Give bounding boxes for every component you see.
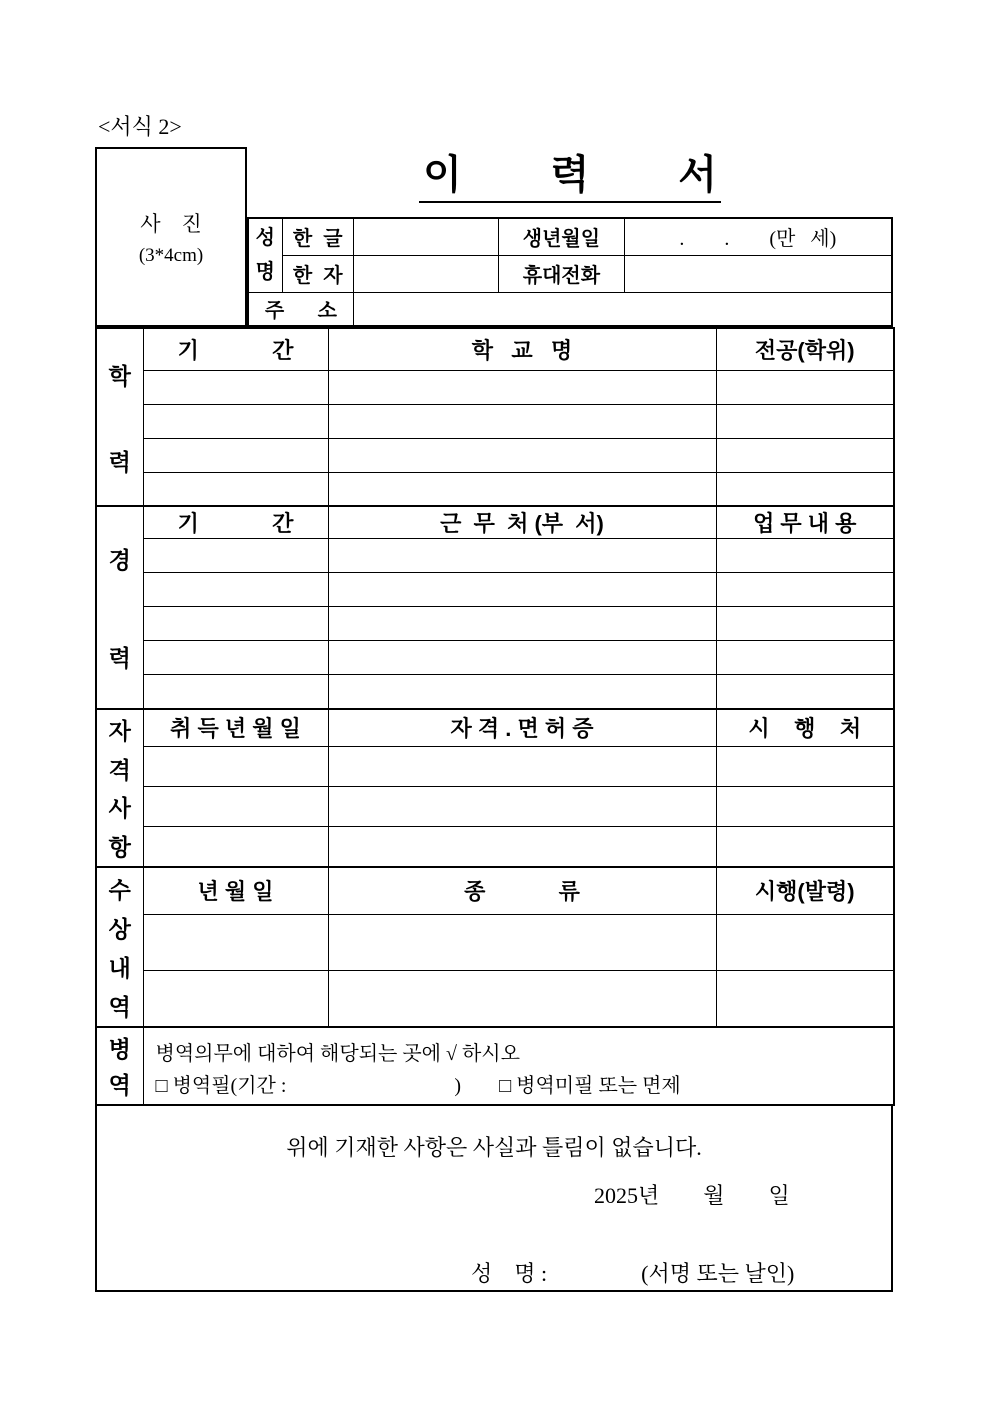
edu-period-cell[interactable] xyxy=(143,404,328,438)
birthdate-label: 생년월일 xyxy=(499,218,624,255)
license-name-cell[interactable] xyxy=(328,787,716,827)
phone-field[interactable] xyxy=(624,255,892,292)
edu-school-cell[interactable] xyxy=(328,370,716,404)
awards-issuer-header: 시행(발령) xyxy=(716,867,894,915)
edu-period-cell[interactable] xyxy=(143,370,328,404)
career-workplace-cell[interactable] xyxy=(328,607,716,641)
license-date-header: 취 득 년 월 일 xyxy=(143,709,328,747)
form-number-tag: <서식 2> xyxy=(98,114,182,139)
career-duties-cell[interactable] xyxy=(716,675,894,709)
license-issuer-cell[interactable] xyxy=(716,787,894,827)
awards-type-header: 종 류 xyxy=(328,867,716,915)
license-name-cell[interactable] xyxy=(328,747,716,787)
edu-period-cell[interactable] xyxy=(143,472,328,506)
address-field[interactable] xyxy=(353,292,892,326)
education-major-header: 전공(학위) xyxy=(716,328,894,370)
license-date-cell[interactable] xyxy=(143,747,328,787)
license-issuer-header: 시 행 처 xyxy=(716,709,894,747)
license-date-cell[interactable] xyxy=(143,827,328,867)
awards-type-cell[interactable] xyxy=(328,915,716,971)
military-section-label: 병 역 xyxy=(96,1027,143,1105)
career-workplace-cell[interactable] xyxy=(328,573,716,607)
career-period-cell[interactable] xyxy=(143,539,328,573)
awards-section xyxy=(95,866,895,1028)
military-option-exempt-checkbox[interactable]: □ 병역미필 또는 면제 xyxy=(499,1074,681,1097)
military-option-completed-checkbox[interactable]: □ 병역필(기간 : xyxy=(155,1074,287,1097)
awards-type-cell[interactable] xyxy=(328,971,716,1027)
edu-school-cell[interactable] xyxy=(328,472,716,506)
career-workplace-cell[interactable] xyxy=(328,539,716,573)
awards-issuer-cell[interactable] xyxy=(716,915,894,971)
birthdate-field[interactable]: . . (만 세) xyxy=(624,218,892,255)
career-duties-cell[interactable] xyxy=(716,607,894,641)
photo-placeholder-box[interactable] xyxy=(95,147,247,327)
name-group-label: 성 명 xyxy=(248,218,282,292)
signature-name-label: 성 명 : xyxy=(471,1260,548,1286)
awards-section-label: 수 상 내 역 xyxy=(96,867,143,1027)
career-period-cell[interactable] xyxy=(143,607,328,641)
career-section-label: 경 력 xyxy=(96,506,143,709)
military-content xyxy=(143,1027,894,1105)
license-section xyxy=(95,708,895,868)
license-date-cell[interactable] xyxy=(143,787,328,827)
license-issuer-cell[interactable] xyxy=(716,827,894,867)
name-hangul-field[interactable] xyxy=(353,218,498,255)
edu-school-cell[interactable] xyxy=(328,404,716,438)
military-option-completed-close: ) xyxy=(454,1074,462,1097)
edu-period-cell[interactable] xyxy=(143,438,328,472)
career-period-cell[interactable] xyxy=(143,573,328,607)
document-title-wrap xyxy=(247,150,893,203)
license-name-cell[interactable] xyxy=(328,827,716,867)
name-hanja-label: 한 자 xyxy=(282,255,353,292)
edu-major-cell[interactable] xyxy=(716,404,894,438)
education-section-label: 학 력 xyxy=(96,328,143,506)
edu-major-cell[interactable] xyxy=(716,438,894,472)
document-title: 이 력 서 xyxy=(419,150,721,203)
edu-major-cell[interactable] xyxy=(716,472,894,506)
career-section xyxy=(95,505,895,710)
awards-date-cell[interactable] xyxy=(143,971,328,1027)
awards-date-header: 년 월 일 xyxy=(143,867,328,915)
education-section xyxy=(95,327,895,507)
career-workplace-cell[interactable] xyxy=(328,641,716,675)
career-period-cell[interactable] xyxy=(143,641,328,675)
address-label: 주 소 xyxy=(248,292,353,326)
name-hangul-label: 한 글 xyxy=(282,218,353,255)
main-sections xyxy=(95,327,893,1292)
career-period-cell[interactable] xyxy=(143,675,328,709)
license-name-header: 자 격 . 면 허 증 xyxy=(328,709,716,747)
declaration-date-line[interactable]: 2025년 월 일 xyxy=(594,1182,790,1208)
declaration-box xyxy=(95,1104,893,1292)
edu-school-cell[interactable] xyxy=(328,438,716,472)
edu-major-cell[interactable] xyxy=(716,370,894,404)
declaration-statement: 위에 기재한 사항은 사실과 틀림이 없습니다. xyxy=(286,1134,702,1160)
career-workplace-header: 근 무 처 (부 서) xyxy=(328,506,716,539)
license-section-label: 자 격 사 항 xyxy=(96,709,143,867)
license-issuer-cell[interactable] xyxy=(716,747,894,787)
career-duties-cell[interactable] xyxy=(716,539,894,573)
awards-issuer-cell[interactable] xyxy=(716,971,894,1027)
signature-note: (서명 또는 날인) xyxy=(641,1260,795,1286)
career-duties-header: 업 무 내 용 xyxy=(716,506,894,539)
awards-date-cell[interactable] xyxy=(143,915,328,971)
career-duties-cell[interactable] xyxy=(716,573,894,607)
name-hanja-field[interactable] xyxy=(353,255,498,292)
education-school-header: 학 교 명 xyxy=(328,328,716,370)
military-instruction: 병역의무에 대하여 해당되는 곳에 √ 하시오 xyxy=(155,1042,520,1065)
career-period-header: 기 간 xyxy=(143,506,328,539)
phone-label: 휴대전화 xyxy=(499,255,624,292)
career-duties-cell[interactable] xyxy=(716,641,894,675)
identity-table xyxy=(247,217,893,327)
military-section xyxy=(95,1026,895,1106)
career-workplace-cell[interactable] xyxy=(328,675,716,709)
education-period-header: 기 간 xyxy=(143,328,328,370)
photo-size-label: (3*4cm) xyxy=(138,244,204,266)
photo-label: 사 진 xyxy=(140,211,202,236)
